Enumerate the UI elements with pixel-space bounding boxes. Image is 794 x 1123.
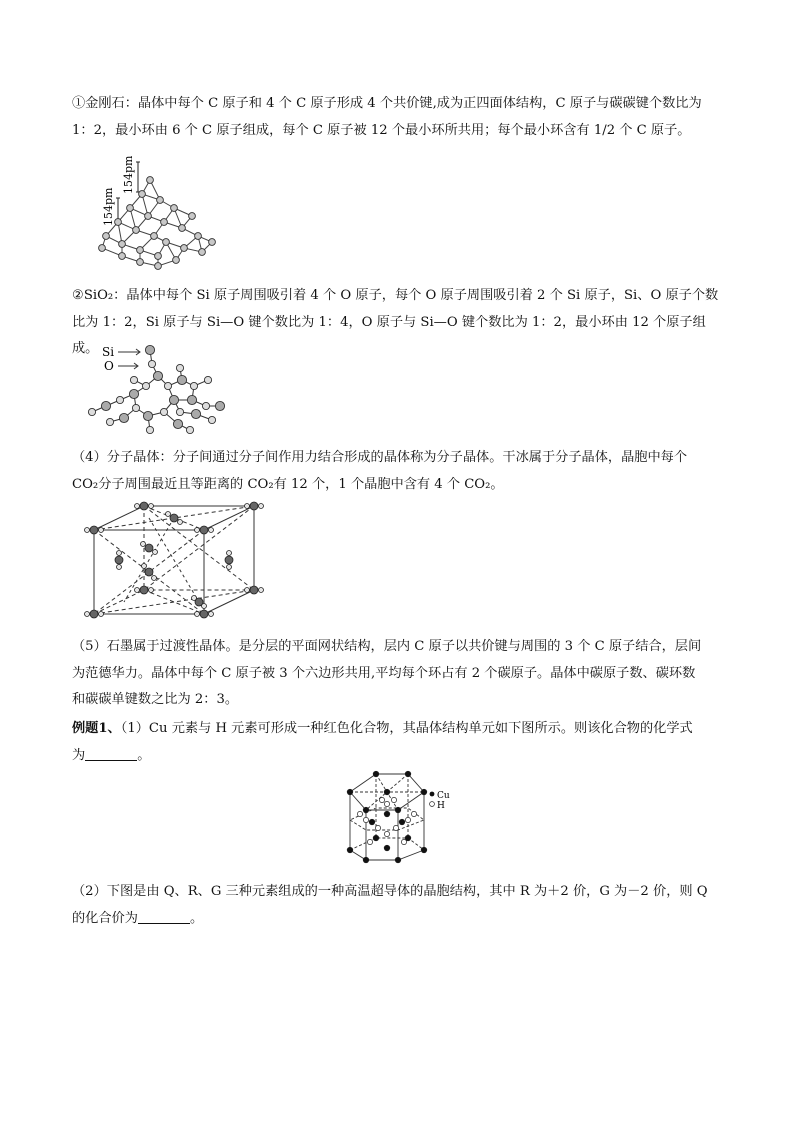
example-1 <box>72 716 724 769</box>
answer-blank-1[interactable] <box>85 745 137 761</box>
answer-blank-2[interactable] <box>138 908 190 924</box>
example2-text-line2: 的化合价为 <box>72 910 138 926</box>
cu-legend-dot <box>430 792 435 797</box>
example1-text-line2: 为 <box>72 747 86 763</box>
o-legend-label: O <box>104 359 114 373</box>
h-legend-dot <box>430 802 435 807</box>
example2-line2-end: 。 <box>189 910 204 926</box>
dry-ice-unit-cell-figure <box>84 500 270 622</box>
paragraph-graphite <box>72 634 724 714</box>
diamond-structure-figure <box>82 156 232 274</box>
example1-line2-end: 。 <box>137 747 151 763</box>
sio2-text-line2: 比为 1：2，Si 原子与 Si—O 键个数比为 1：4，O 原子与 Si—O 键个数比为 1：2，最小环由 12 个原子组成。 <box>72 314 706 356</box>
graphite-text-line3: 和碳碳单键数之比为 2：3。 <box>72 692 239 707</box>
bond-length-label-left: 154pm <box>102 187 115 226</box>
bond-length-label-right: 154pm <box>122 156 135 194</box>
molecular-text-line2: CO₂分子周围最近且等距离的 CO₂有 12 个，1 个晶胞中含有 4 个 CO₂。 <box>72 476 504 492</box>
graphite-text-line1: （5）石墨属于过渡性晶体。是分层的平面网状结构，层内 C 原子以共价键与周围的 3 个 C 原子结合，层间 <box>72 639 702 654</box>
molecular-text-line1: （4）分子晶体：分子间通过分子间作用力结合形成的晶体称为分子晶体。干冰属于分子晶体，晶胞中每个 <box>72 450 688 465</box>
graphite-text-line2: 为范德华力。晶体中每个 C 原子被 3 个六边形共用,平均每个环占有 2 个碳原子。晶体中碳原子数、碳环数 <box>72 665 696 681</box>
example1-text-line1: （1）Cu 元素与 H 元素可形成一种红色化合物，其晶体结构单元如下图所示。则该化合物的化学式 <box>120 721 693 736</box>
sio2-structure-figure <box>76 340 228 438</box>
example-label: 例题1、 <box>72 721 121 736</box>
si-legend-label: Si <box>102 345 115 359</box>
cu-h-unit-cell-figure <box>342 770 454 864</box>
paragraph-diamond <box>72 91 724 144</box>
paragraph-molecular-crystal <box>72 445 724 498</box>
cu-legend-label: Cu <box>437 791 450 801</box>
example2-text-line1: （2）下图是由 Q、R、G 三种元素组成的一种高温超导体的晶胞结构，其中 R 为＋2 价，G 为－2 价，则 Q <box>72 884 708 899</box>
diamond-text-line1: ①金刚石：晶体中每个 C 原子和 4 个 C 原子形成 4 个共价键,成为正四面体结构，C 原子与碳碳键个数比为 <box>72 96 702 111</box>
sio2-text-line1: ②SiO₂：晶体中每个 Si 原子周围吸引着 4 个 O 原子，每个 O 原子周围吸引着 2 个 Si 原子，Si、O 原子个数 <box>72 288 719 303</box>
example-2 <box>72 879 724 932</box>
diamond-text-line2: 1：2，最小环由 6 个 C 原子组成，每个 C 原子被 12 个最小环所共用；每个最小环含有 1/2 个 C 原子。 <box>72 122 691 138</box>
h-legend-label: H <box>437 801 445 811</box>
